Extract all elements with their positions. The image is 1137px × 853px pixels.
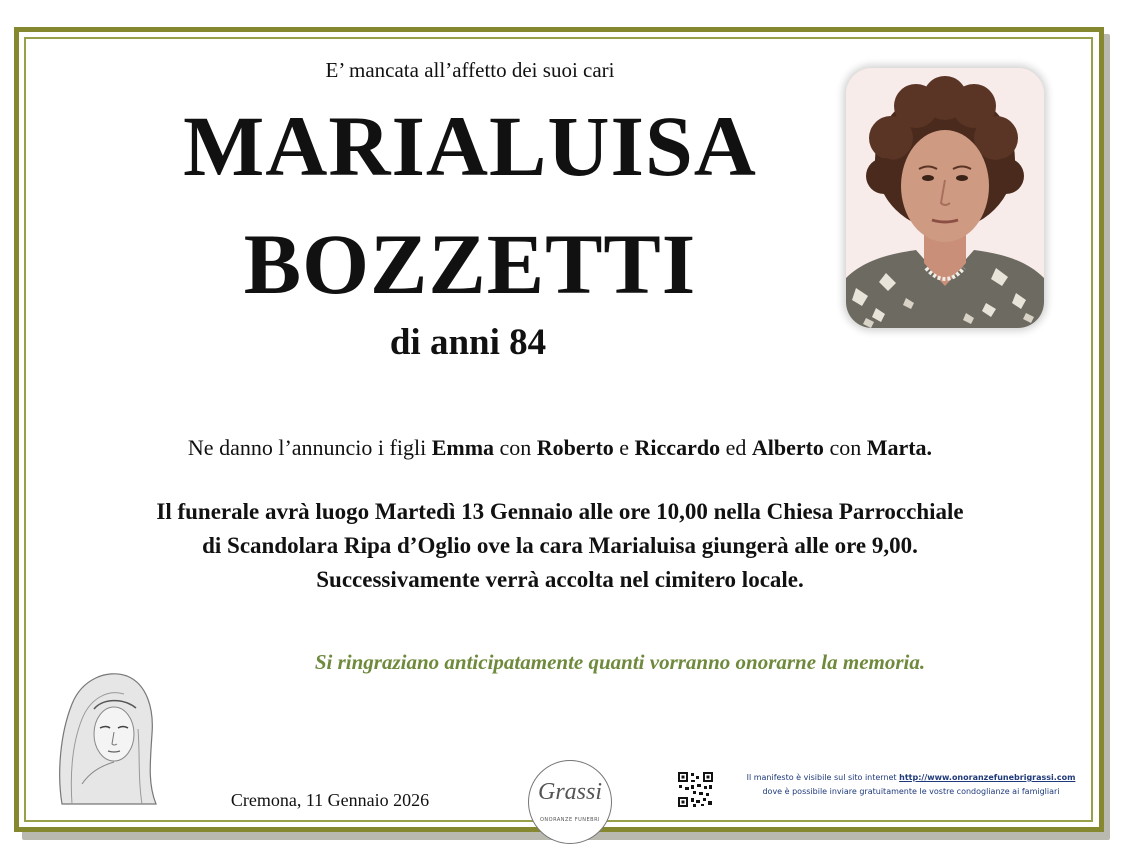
announce-part: con	[823, 435, 867, 460]
portrait-photo	[846, 68, 1044, 328]
funeral-details	[40, 495, 1080, 597]
logo-subtitle: ONORANZE FUNEBRI	[539, 817, 601, 823]
child-name: Roberto	[536, 435, 614, 460]
madonna-icon	[52, 664, 160, 808]
qr-code-icon	[677, 771, 714, 808]
qr-code-graphic	[677, 771, 714, 808]
deceased-first-name: MARIALUISA	[183, 98, 757, 194]
deceased-last-name: BOZZETTI	[243, 216, 697, 312]
website-prefix: Il manifesto è visibile sul sito internet	[746, 773, 900, 782]
thanks-text: Si ringraziano anticipatamente quanti vorranno onorarne la memoria.	[314, 650, 926, 674]
website-link[interactable]: http://www.onoranzefunebrigrassi.com	[899, 773, 1076, 782]
intro-text: E’ mancata all’affetto dei suoi cari	[325, 58, 615, 82]
portrait-illustration	[846, 68, 1044, 328]
child-name: Emma	[431, 435, 495, 460]
child-name: Marta.	[866, 435, 933, 460]
child-name: Alberto	[751, 435, 824, 460]
announce-part: con	[494, 435, 537, 460]
logo-name: Grassi	[537, 779, 603, 805]
funeral-line: di Scandolara Ripa d’Oglio ove la cara Marialuisa giungerà alle ore 9,00.	[202, 533, 918, 558]
funeral-line: Il funerale avrà luogo Martedì 13 Gennaio alle ore 10,00 nella Chiesa Parrocchiale	[156, 499, 964, 524]
madonna-illustration	[52, 664, 160, 808]
announce-part: Ne danno l’annuncio i figli	[187, 435, 432, 460]
announcement-text	[40, 435, 1080, 461]
deceased-age: di anni 84	[389, 322, 547, 363]
funeral-home-logo	[528, 760, 612, 844]
announce-part: e	[613, 435, 635, 460]
website-condolences-line: dove è possibile inviare gratuitamente le vostre condoglianze ai famigliari	[762, 787, 1060, 796]
website-line	[726, 773, 1096, 782]
place-date: Cremona, 11 Gennaio 2026	[230, 790, 430, 810]
funeral-line: Successivamente verrà accolta nel cimitero locale.	[316, 567, 804, 592]
announce-part: ed	[720, 435, 752, 460]
child-name: Riccardo	[634, 435, 721, 460]
